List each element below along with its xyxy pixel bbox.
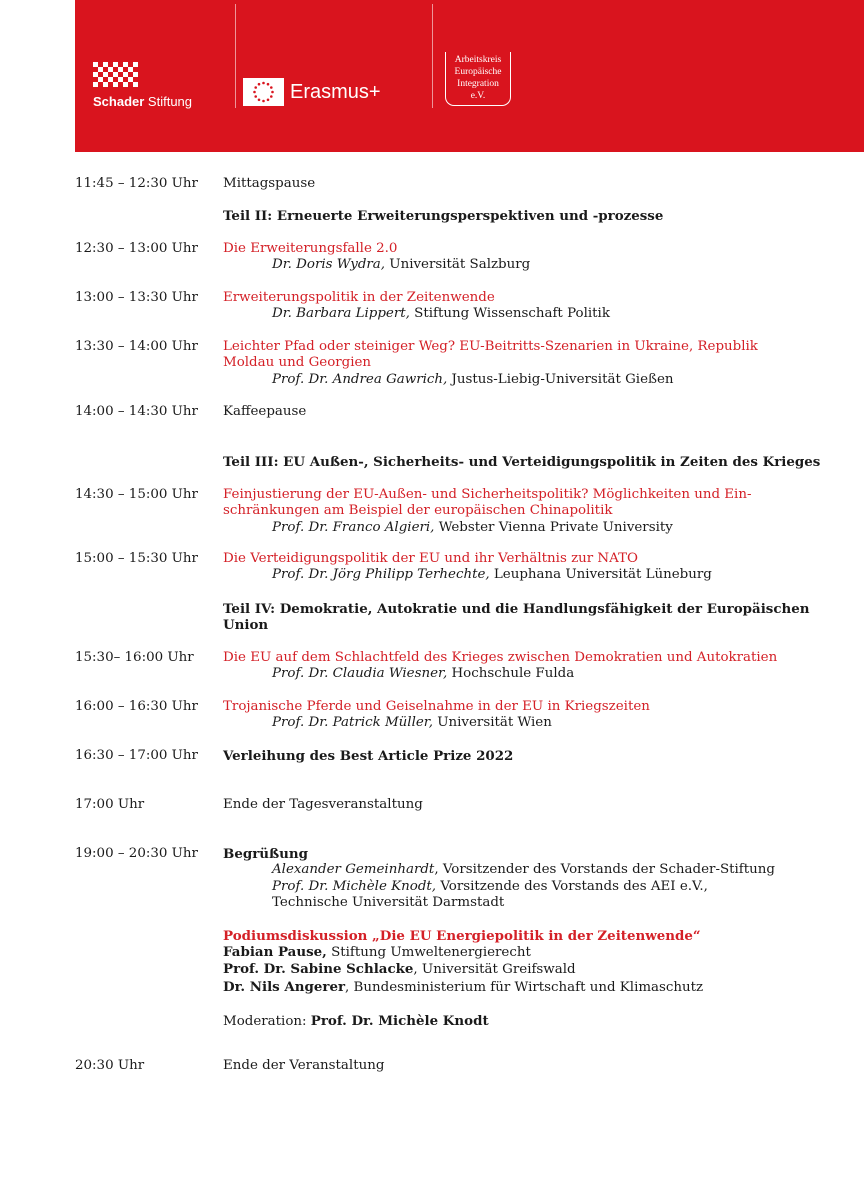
header-divider: [235, 4, 236, 108]
speaker-line: [223, 520, 855, 536]
talk-title: Feinjustierung der EU-Außen- und Sicherheitspolitik? Möglichkeiten und Ein-: [223, 487, 752, 502]
speaker-name: Prof. Dr. Franco Algieri,: [272, 519, 435, 535]
agenda-time: 13:00 – 13:30 Uhr: [75, 290, 198, 305]
header-banner: [75, 0, 864, 152]
panelist-line: [223, 944, 855, 961]
speaker-affiliation: Stiftung Wissenschaft Politik: [409, 306, 610, 322]
erasmus-wordmark: Erasmus+: [290, 81, 381, 103]
moderation-line: [223, 1013, 855, 1030]
agenda-time: 14:00 – 14:30 Uhr: [75, 404, 198, 419]
speaker-name: Prof. Dr. Jörg Philipp Terhechte,: [272, 567, 490, 583]
section-title: Teil III: EU Außen-, Sicherheits- und Verteidigungspolitik in Zeiten des Krieges: [223, 454, 821, 470]
moderation-label: Moderation:: [223, 1014, 311, 1030]
agenda-time: 16:30 – 17:00 Uhr: [75, 748, 198, 763]
agenda-text: Ende der Veranstaltung: [223, 1058, 385, 1073]
panelist-name: Fabian Pause,: [223, 944, 327, 961]
speaker-affiliation: Justus-Liebig-Universität Gießen: [447, 371, 674, 387]
agenda-time: 20:30 Uhr: [75, 1058, 145, 1073]
speaker-affiliation: , Vorsitzender des Vorstands der Schader-Stiftung: [434, 862, 775, 878]
moderator-name: Prof. Dr. Michèle Knodt: [310, 1013, 489, 1030]
talk-title: Moldau und Georgien: [223, 355, 372, 371]
talk-title: Leichter Pfad oder steiniger Weg? EU-Beitritts-Szenarien in Ukraine, Republik: [223, 339, 758, 354]
speaker-name: Alexander Gemeinhardt: [272, 862, 435, 878]
speaker-affiliation: Technische Universität Darmstadt: [272, 895, 505, 911]
talk-title: Die EU auf dem Schlachtfeld des Krieges zwischen Demokratien und Autokratien: [223, 650, 778, 665]
agenda-time: 19:00 – 20:30 Uhr: [75, 846, 198, 861]
talk-title: Die Verteidigungspolitik der EU und ihr Verhältnis zur NATO: [223, 551, 638, 566]
header-divider: [432, 4, 433, 108]
agenda-time: 15:30– 16:00 Uhr: [75, 650, 194, 665]
agenda-text: Ende der Tagesveranstaltung: [223, 797, 423, 812]
talk-title: Die Erweiterungsfalle 2.0: [223, 241, 398, 256]
schader-pattern-icon: [93, 62, 139, 90]
speaker-line: [223, 306, 855, 322]
speaker-name: Prof. Dr. Patrick Müller,: [272, 715, 433, 731]
panelist-affiliation: , Universität Greifswald: [413, 962, 576, 978]
panelist-affiliation: , Bundesministerium für Wirtschaft und Klimaschutz: [345, 979, 704, 995]
agenda-time: 16:00 – 16:30 Uhr: [75, 699, 198, 714]
speaker-name: Prof. Dr. Claudia Wiesner,: [272, 666, 448, 682]
section-title: Union: [223, 617, 269, 634]
agenda-time: 17:00 Uhr: [75, 797, 145, 812]
section-title: Teil II: Erneuerte Erweiterungsperspektiven und -prozesse: [223, 208, 664, 224]
agenda-time: 12:30 – 13:00 Uhr: [75, 241, 198, 256]
speaker-affiliation: Vorsitzende des Vorstands des AEI e.V.,: [436, 878, 708, 894]
agenda-text: Kaffeepause: [223, 404, 307, 419]
speaker-line: [223, 567, 855, 583]
eu-flag-icon: [243, 78, 284, 106]
speaker-name: Prof. Dr. Michèle Knodt,: [272, 878, 437, 894]
agenda-text: Mittagspause: [223, 176, 316, 191]
talk-title: Erweiterungspolitik in der Zeitenwende: [223, 290, 495, 305]
speaker-line: [223, 666, 855, 682]
aei-logo: [445, 52, 511, 106]
panelist-line: [223, 979, 855, 996]
speaker-affiliation: Leuphana Universität Lüneburg: [489, 567, 712, 583]
aei-line: Europäische: [454, 67, 502, 77]
panelist-name: Prof. Dr. Sabine Schlacke: [223, 961, 414, 978]
welcome-heading: Begrüßung: [223, 846, 308, 862]
agenda-text: Verleihung des Best Article Prize 2022: [223, 748, 514, 764]
speaker-name: Dr. Doris Wydra,: [272, 257, 386, 273]
speaker-line: [223, 372, 855, 388]
speaker-line: [223, 862, 855, 878]
speaker-name: Dr. Barbara Lippert,: [272, 306, 410, 322]
speaker-line: [223, 715, 855, 731]
schader-wordmark: Schader Stiftung: [93, 94, 193, 109]
aei-line: Arbeitskreis: [454, 55, 502, 65]
section-title: Teil IV: Demokratie, Autokratie und die Handlungsfähigkeit der Europäischen: [223, 601, 810, 617]
agenda-time: 11:45 – 12:30 Uhr: [75, 176, 198, 191]
aei-line: e.V.: [470, 91, 486, 101]
panel-title: Podiumsdiskussion „Die EU Energiepolitik in der Zeitenwende“: [223, 927, 701, 944]
aei-line: Integration: [457, 79, 499, 89]
speaker-affiliation: Universität Salzburg: [385, 257, 531, 273]
speaker-name: Prof. Dr. Andrea Gawrich,: [272, 371, 448, 387]
talk-title: schränkungen am Beispiel der europäischen Chinapolitik: [223, 503, 613, 519]
panelist-line: [223, 961, 855, 978]
agenda-time: 13:30 – 14:00 Uhr: [75, 339, 198, 354]
agenda-time: 15:00 – 15:30 Uhr: [75, 551, 198, 566]
agenda-time: 14:30 – 15:00 Uhr: [75, 487, 198, 502]
speaker-affiliation: Hochschule Fulda: [447, 666, 575, 682]
speaker-affiliation: Webster Vienna Private University: [434, 519, 673, 535]
speaker-affiliation: Universität Wien: [432, 715, 552, 731]
talk-title: Trojanische Pferde und Geiselnahme in der EU in Kriegszeiten: [223, 699, 650, 714]
panelist-name: Dr. Nils Angerer: [223, 978, 346, 995]
speaker-line: [223, 879, 855, 895]
speaker-line: [223, 257, 855, 273]
panelist-affiliation: Stiftung Umweltenergierecht: [326, 945, 531, 961]
